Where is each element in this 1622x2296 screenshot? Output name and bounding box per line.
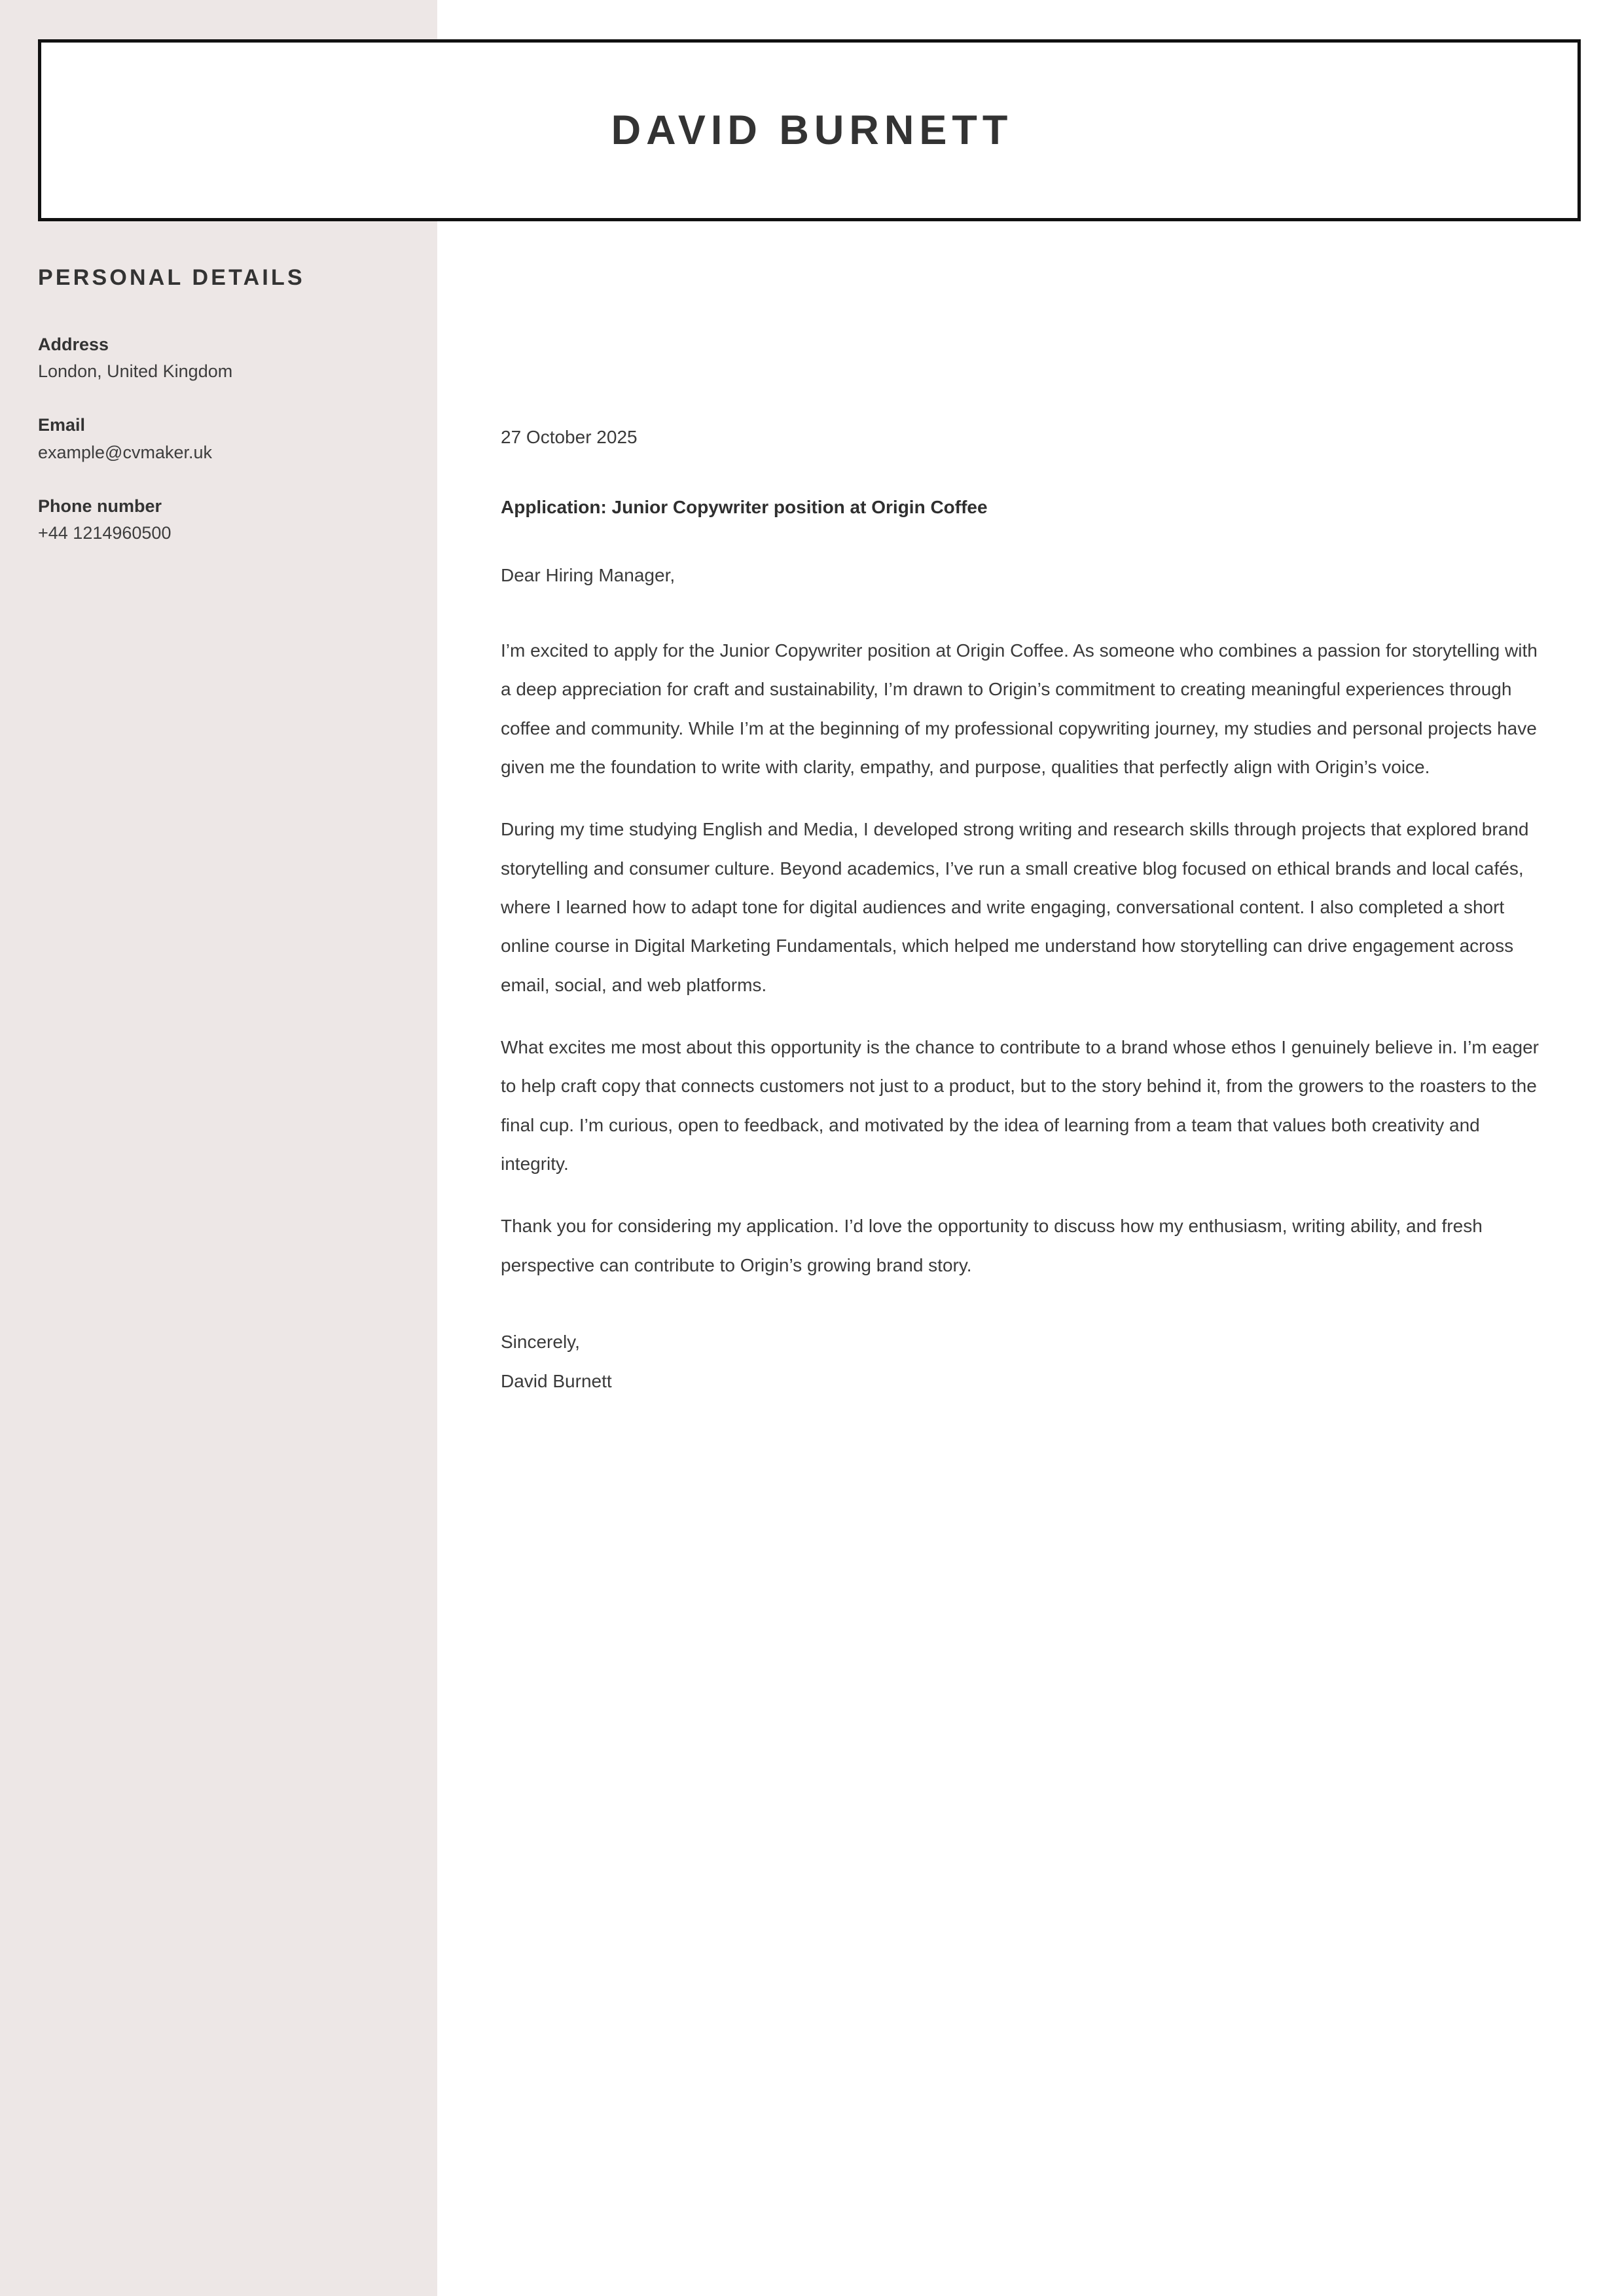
detail-label-address: Address xyxy=(38,334,109,354)
letter-subject-line: Application: Junior Copywriter position at Origin Coffee xyxy=(501,496,988,517)
detail-label-email: Email xyxy=(38,415,86,435)
letter-signature: David Burnett xyxy=(501,1370,612,1391)
page-title: DAVID BURNETT xyxy=(611,107,1013,153)
detail-label-phone-number: Phone number xyxy=(38,496,162,517)
letter-paragraph: What excites me most about this opportunity is the chance to contribute to a brand whose ethos I genuinely believe in. I’m eager to help craft copy that connects customers not just to a product, but to the story behind it, from the growers to the roasters to the final cup. I’m curious, open to feedback, and motivated by the idea of learning from a team that values both creativity and integrity. xyxy=(501,1037,1540,1175)
detail-value-phone-number[interactable]: +44 1214960500 xyxy=(38,523,171,543)
detail-item-phone xyxy=(38,494,405,546)
name-header-box xyxy=(38,39,1581,221)
letter-closing-block xyxy=(501,1322,1549,1400)
cover-letter-body xyxy=(501,424,1549,1400)
detail-item-address xyxy=(38,332,405,384)
letter-closing: Sincerely, xyxy=(501,1332,580,1353)
sidebar xyxy=(0,0,437,2296)
letter-date: 27 October 2025 xyxy=(501,427,638,447)
letter-paragraph: Thank you for considering my application. I’d love the opportunity to discuss how my enthusiasm, writing ability, and fresh perspective can contribute to Origin’s growing brand story. xyxy=(501,1216,1483,1275)
letter-salutation: Dear Hiring Manager, xyxy=(501,565,676,586)
detail-value-address: London, United Kingdom xyxy=(38,361,233,382)
personal-details-heading: PERSONAL DETAILS xyxy=(38,265,305,290)
letter-paragraph: I’m excited to apply for the Junior Copywriter position at Origin Coffee. As someone who combines a passion for storytelling with a deep appreciation for craft and sustainability, I’m drawn to Origin’s commitment to creating meaningful experiences through coffee and community. While I’m at the beginning of my professional copywriting journey, my studies and personal projects have given me the foundation to write with clarity, empathy, and purpose, qualities that perfectly align with Origin’s voice. xyxy=(501,640,1538,777)
detail-value-email[interactable]: example@cvmaker.uk xyxy=(38,442,213,462)
detail-item-email xyxy=(38,412,405,465)
letter-paragraph: During my time studying English and Media, I developed strong writing and research skills through projects that explored brand storytelling and consumer culture. Beyond academics, I’ve run a small creative blog focused on ethical brands and local cafés, where I learned how to adapt tone for digital audiences and write engaging, conversational content. I also completed a short online course in Digital Marketing Fundamentals, which helped me understand how storytelling can drive engagement across email, social, and web platforms. xyxy=(501,819,1529,995)
sidebar-content xyxy=(38,264,405,546)
